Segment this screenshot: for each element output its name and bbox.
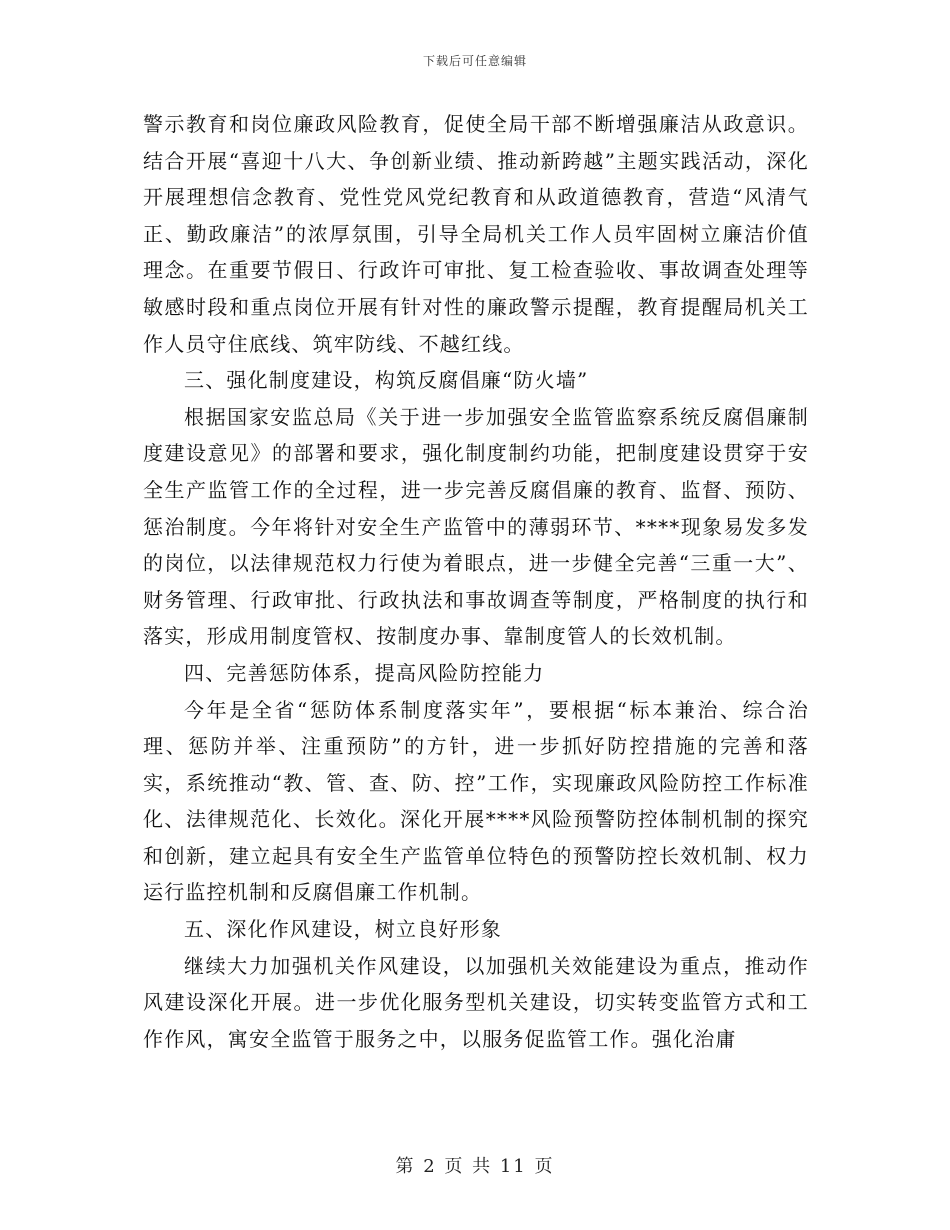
page-header: 下载后可任意编辑: [422, 54, 527, 68]
page-footer: 第 2 页 共 11 页: [395, 1156, 555, 1177]
section-heading-3: 三、强化制度建设，构筑反腐倡廉“防火墙”: [184, 368, 589, 393]
paragraph-continuation: 警示教育和岗位廉政风险教育，促使全局干部不断增强廉洁从政意识。结合开展“喜迎十八大、争创新业绩、推动新跨越”主题实践活动，深化开展理想信念教育、党性党风党纪教育和从政道德教育，营造“风清气正、勤政廉洁”的浓厚氛围，引导全局机关工作人员牢固树立廉洁价值理念。在重要节假日、行政许可审批、复工检查验收、事故调查处理等敏感时段和重点岗位开展有针对性的廉政警示提醒，教育提醒局机关工作人员守住底线、筑牢防线、不越红线。: [143, 112, 809, 356]
paragraph-section-4: 今年是全省“惩防体系制度落实年”，要根据“标本兼治、综合治理、惩防并举、注重预防”的方针，进一步抓好防控措施的完善和落实，系统推动“教、管、查、防、控”工作，实现廉政风险防控工作标准化、法律规范化、长效化。深化开展****风险预警防控体制机制的探究和创新，建立起具有安全生产监管单位特色的预警防控长效机制、权力运行监控机制和反腐倡廉工作机制。: [143, 697, 809, 905]
paragraph-section-3: 根据国家安监总局《关于进一步加强安全监管监察系统反腐倡廉制度建设意见》的部署和要求，强化制度制约功能，把制度建设贯穿于安全生产监管工作的全过程，进一步完善反腐倡廉的教育、监督、预防、惩治制度。今年将针对安全生产监管中的薄弱环节、****现象易发多发的岗位，以法律规范权力行使为着眼点，进一步健全完善“三重一大”、财务管理、行政审批、行政执法和事故调查等制度，严格制度的执行和落实，形成用制度管权、按制度办事、靠制度管人的长效机制。: [143, 404, 809, 649]
document-body: [143, 106, 809, 1057]
section-heading-4: 四、完善惩防体系，提高风险防控能力: [184, 660, 545, 685]
section-heading-5: 五、深化作风建设，树立良好形象: [184, 917, 502, 942]
paragraph-section-5: 继续大力加强机关作风建设，以加强机关效能建设为重点，推动作风建设深化开展。进一步优化服务型机关建设，切实转变监管方式和工作作风，寓安全监管于服务之中，以服务促监管工作。强化治庸: [143, 953, 809, 1051]
